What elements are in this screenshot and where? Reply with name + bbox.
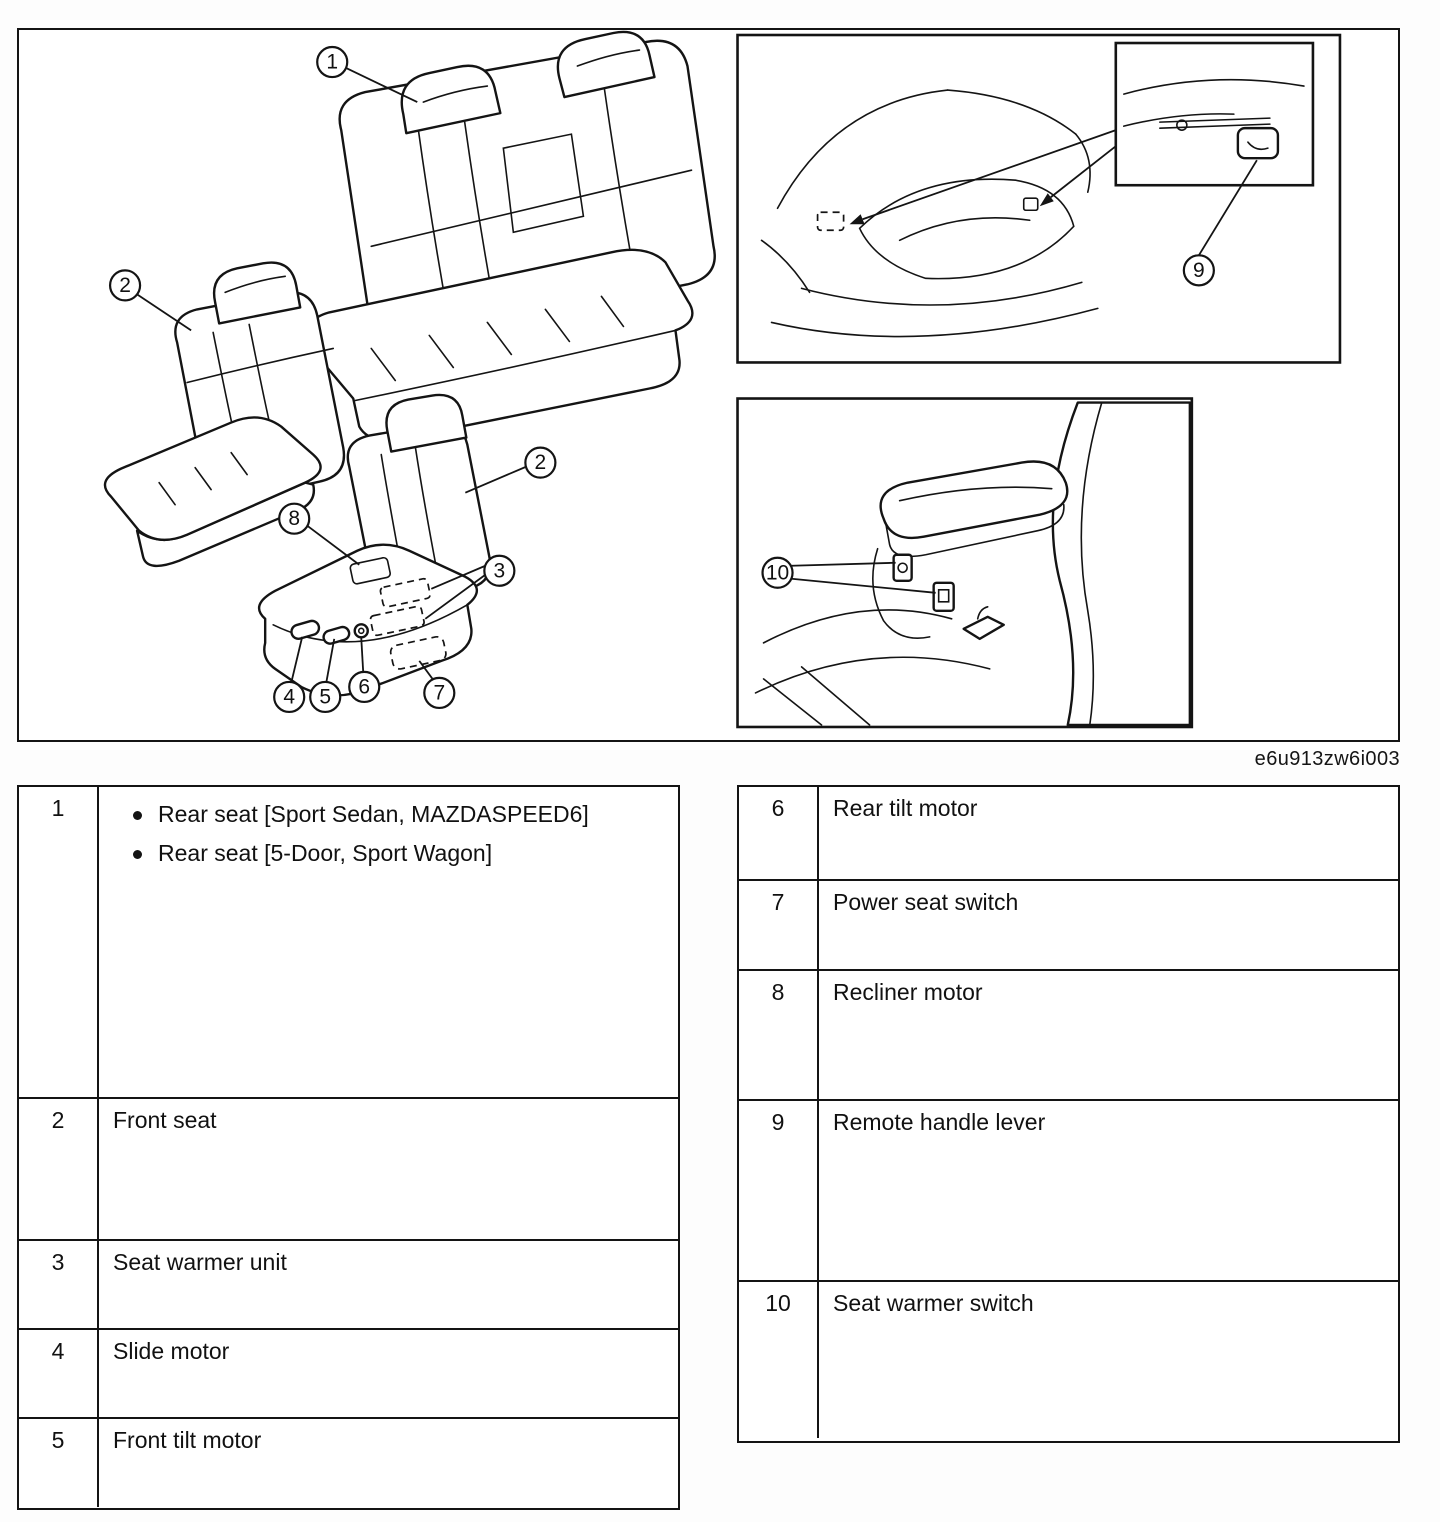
rear-seat-drawing (311, 32, 715, 440)
rear-tilt-motor-knob (355, 624, 368, 637)
callout-3 (484, 556, 514, 586)
seat-components-figure (17, 28, 1400, 742)
legend-bullet-item (113, 834, 664, 873)
legend-row-label: Seat warmer unit (113, 1249, 287, 1275)
legend-item-label: Rear seat [Sport Sedan, MAZDASPEED6] (158, 801, 589, 827)
legend-table-left (17, 785, 680, 1510)
svg-text:4: 4 (283, 685, 296, 709)
legend-row-number: 7 (739, 881, 819, 969)
legend-row-label: Rear tilt motor (833, 795, 978, 821)
legend-row-number: 8 (739, 971, 819, 1099)
legend-row-number: 2 (19, 1099, 99, 1239)
callout-2-center-seat (525, 448, 555, 478)
legend-row-6 (739, 787, 1398, 879)
legend-row-9 (739, 1099, 1398, 1280)
legend-row-label: Remote handle lever (833, 1109, 1046, 1135)
legend-item-label: Rear seat [5-Door, Sport Wagon] (158, 840, 493, 866)
legend-row-number: 4 (19, 1330, 99, 1417)
legend-row-number: 1 (19, 787, 99, 1097)
seat-warmer-switch-driver (894, 555, 912, 581)
bullet-icon (133, 811, 142, 820)
legend-row-number: 6 (739, 787, 819, 879)
console-inset (738, 399, 1192, 727)
legend-row-number: 5 (19, 1419, 99, 1507)
legend-row-label: Recliner motor (833, 979, 983, 1005)
svg-text:8: 8 (288, 507, 301, 531)
svg-text:2: 2 (534, 451, 547, 475)
callout-7 (424, 678, 454, 708)
legend-bullet-item (113, 795, 664, 834)
svg-text:5: 5 (319, 685, 332, 709)
callout-9 (1184, 255, 1214, 285)
legend-row-10 (739, 1280, 1398, 1438)
callout-1 (317, 47, 347, 77)
svg-text:1: 1 (326, 50, 339, 74)
legend-row-4 (19, 1328, 678, 1417)
seat-diagram (19, 30, 1398, 740)
svg-text:2: 2 (119, 273, 131, 297)
callout-5 (310, 682, 340, 712)
legend-row-3 (19, 1239, 678, 1328)
legend-row-label: Power seat switch (833, 889, 1019, 915)
legend-row-label: Front seat (113, 1107, 217, 1133)
bullet-icon (133, 850, 142, 859)
legend-row-5 (19, 1417, 678, 1507)
legend-table-right (737, 785, 1400, 1443)
legend-row-label: Slide motor (113, 1338, 230, 1364)
svg-text:6: 6 (358, 675, 371, 699)
svg-text:3: 3 (493, 559, 506, 583)
legend-row-8 (739, 969, 1398, 1099)
callout-10 (763, 558, 793, 588)
legend-row-label: Front tilt motor (113, 1427, 262, 1453)
legend-row-2 (19, 1097, 678, 1239)
legend-row-label: Seat warmer switch (833, 1290, 1034, 1316)
seat-warmer-switch-passenger (934, 583, 954, 611)
remote-handle-magnifier (1116, 43, 1313, 185)
callout-2-left-seat (110, 270, 140, 300)
callout-6 (349, 672, 379, 702)
legend-row-1 (19, 787, 678, 1097)
svg-text:7: 7 (433, 681, 446, 705)
legend-row-number: 9 (739, 1101, 819, 1280)
callout-4 (274, 682, 304, 712)
legend-row-number: 10 (739, 1282, 819, 1438)
remote-handle-lever (1238, 128, 1278, 158)
callout-8 (279, 504, 309, 534)
legend-row-number: 3 (19, 1241, 99, 1328)
svg-text:9: 9 (1193, 258, 1205, 282)
legend-row-7 (739, 879, 1398, 969)
svg-text:10: 10 (765, 561, 790, 585)
figure-code: e6u913zw6i003 (1254, 748, 1400, 770)
